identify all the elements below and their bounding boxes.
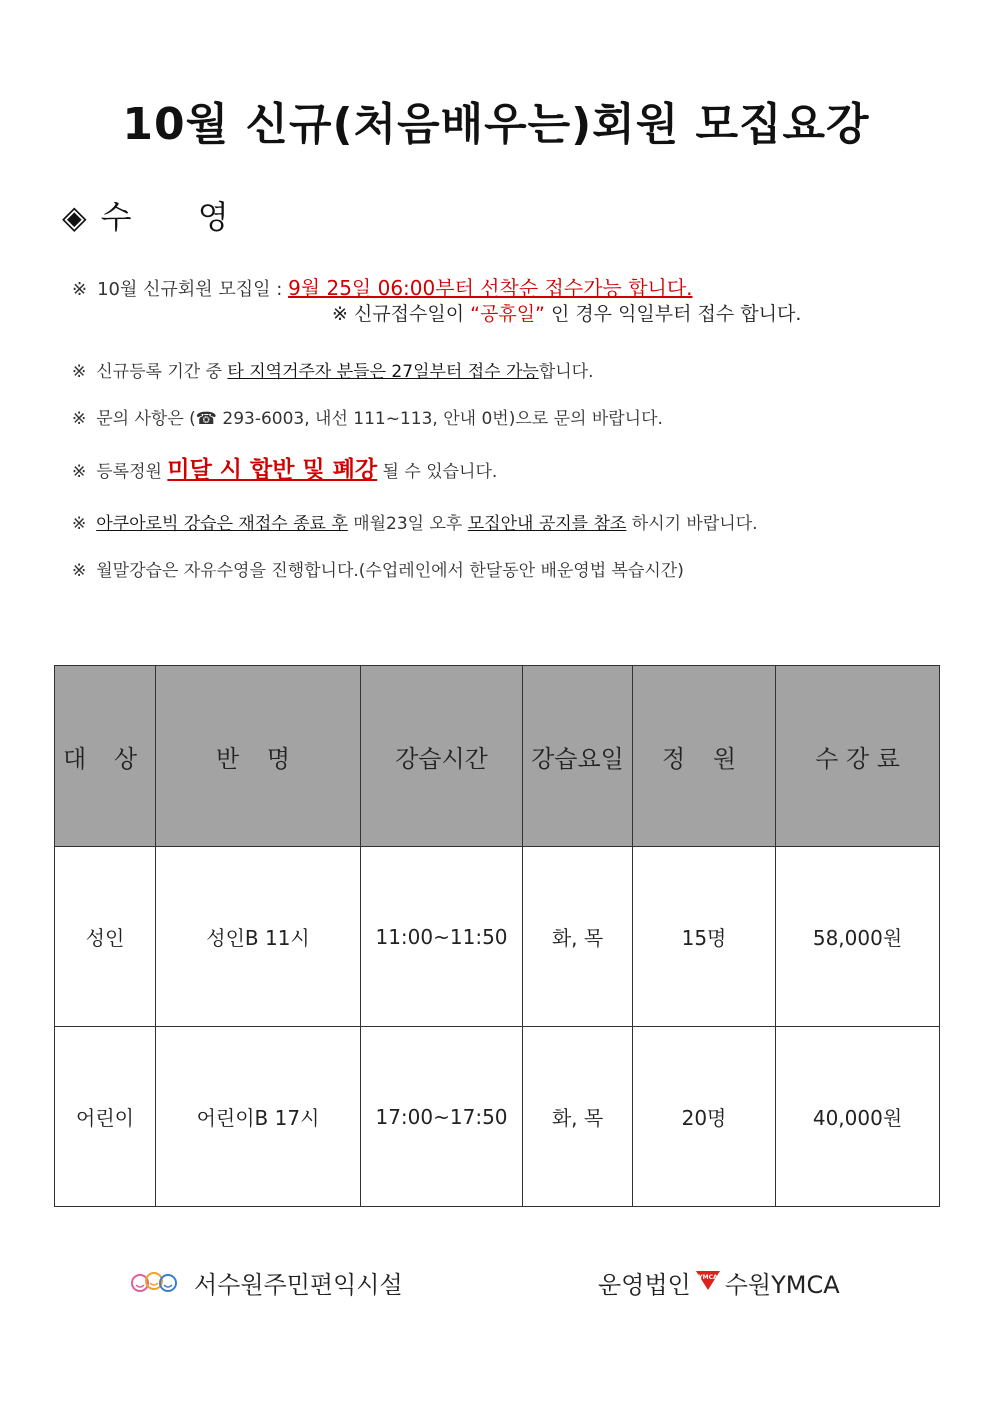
header-time: 강습시간 (361, 666, 523, 847)
note-mark: ※ (72, 409, 87, 429)
note-text: 하시기 바랍니다. (631, 514, 758, 534)
note-mark: ※ (72, 362, 87, 382)
note-mark: ※ (72, 279, 88, 300)
cell-time: 11:00~11:50 (361, 847, 523, 1027)
cell-fee: 40,000원 (776, 1027, 940, 1207)
operator-name: 수원YMCA (724, 1271, 840, 1299)
note-text: ※ 신규접수일이 (332, 303, 465, 325)
section-name: 수 영 (100, 198, 257, 236)
note-text: 10월 신규회원 모집일 : (97, 279, 283, 300)
note-text: 신규등록 기간 중 (96, 362, 223, 382)
note-highlight: 9월 25일 06:00부터 선착순 접수가능 합니다. (288, 276, 693, 300)
cell-fee: 58,000원 (776, 847, 940, 1027)
table-row (55, 847, 940, 1027)
cell-class: 어린이B 17시 (156, 1027, 361, 1207)
note-text: 등록정원 (96, 462, 162, 482)
note-aquarobic (72, 509, 758, 534)
note-holiday (332, 299, 801, 326)
footer-facility (130, 1265, 403, 1300)
note-text: 될 수 있습니다. (382, 462, 498, 482)
operator-label: 운영법인 (598, 1271, 691, 1299)
note-text: 합니다. (538, 362, 594, 382)
note-underline: 타 지역거주자 분들은 27일부터 접수 가능 (227, 362, 539, 382)
diamond-icon: ◈ (62, 198, 87, 236)
ymca-triangle-logo-icon (695, 1269, 721, 1297)
note-text: 문의 사항은 (☎ 293-6003, 내선 111~113, 안내 0번)으로 문의 바랍니다. (96, 409, 663, 429)
footer-operator (598, 1265, 840, 1300)
note-underline: 모집안내 공지를 참조 (467, 514, 627, 534)
smiley-faces-logo-icon (130, 1270, 178, 1296)
note-minimum (72, 451, 497, 484)
note-mark: ※ (72, 514, 87, 534)
note-text: 월말강습은 자유수영을 진행합니다.(수업레인에서 한달동안 배운영법 복습시간) (96, 561, 684, 581)
note-highlight: 미달 시 합반 및 폐강 (167, 457, 378, 483)
header-capacity: 정 원 (633, 666, 776, 847)
cell-class: 성인B 11시 (156, 847, 361, 1027)
note-recruit-date (72, 272, 693, 301)
cell-target: 성인 (55, 847, 156, 1027)
note-text: 인 경우 익일부터 접수 합니다. (550, 303, 802, 325)
note-text: 매월23일 오후 (353, 514, 463, 534)
cell-target: 어린이 (55, 1027, 156, 1207)
header-days: 강습요일 (523, 666, 633, 847)
header-fee: 수 강 료 (776, 666, 940, 847)
section-heading (62, 192, 257, 238)
cell-days: 화, 목 (523, 847, 633, 1027)
header-target: 대 상 (55, 666, 156, 847)
page-title: 10월 신규(처음배우는)회원 모집요강 (122, 99, 870, 150)
header-class: 반 명 (156, 666, 361, 847)
cell-capacity: 20명 (633, 1027, 776, 1207)
note-inquiry (72, 404, 663, 429)
note-highlight: “공휴일” (470, 303, 545, 325)
note-mark: ※ (72, 462, 87, 482)
cell-capacity: 15명 (633, 847, 776, 1027)
note-other-region (72, 357, 594, 382)
cell-time: 17:00~17:50 (361, 1027, 523, 1207)
facility-name: 서수원주민편익시설 (194, 1271, 403, 1299)
svg-text:YMCA: YMCA (698, 1273, 718, 1281)
table-header-row (55, 666, 940, 847)
note-mark: ※ (72, 561, 87, 581)
schedule-table (54, 665, 940, 1207)
note-month-end (72, 556, 684, 581)
note-underline: 아쿠아로빅 강습은 재접수 종료 후 (96, 514, 348, 534)
cell-days: 화, 목 (523, 1027, 633, 1207)
table-row (55, 1027, 940, 1207)
